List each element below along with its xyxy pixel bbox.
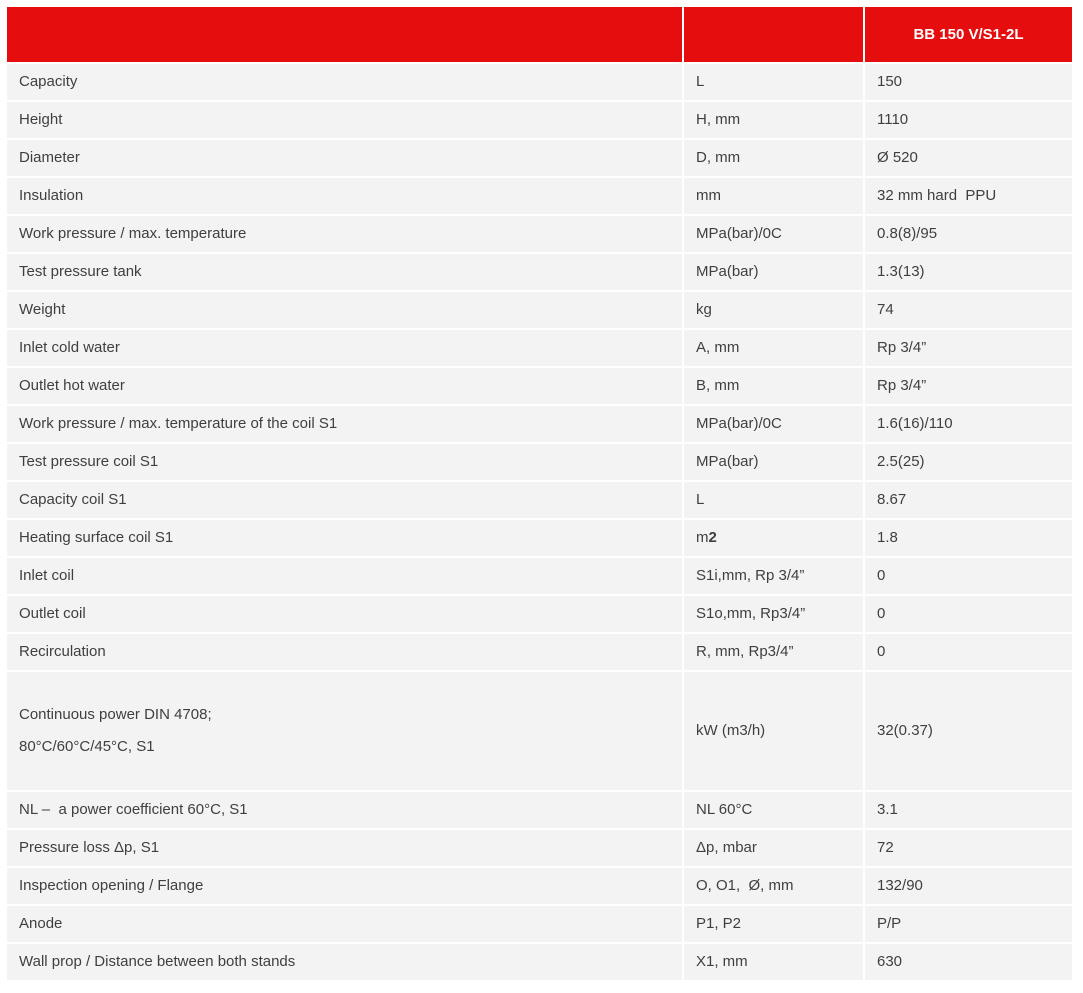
unit-cell xyxy=(684,672,863,790)
label-cell xyxy=(7,944,682,980)
row-value: Rp 3/4” xyxy=(877,338,927,356)
value-cell xyxy=(865,830,1072,866)
row-label: Height xyxy=(19,110,63,128)
table-row xyxy=(7,868,1072,904)
row-label: Inlet cold water xyxy=(19,338,120,356)
label-cell xyxy=(7,444,682,480)
label-cell xyxy=(7,906,682,942)
row-unit: S1o,mm, Rp3/4” xyxy=(696,604,806,622)
row-label-line2: 80°C/60°C/45°C, S1 xyxy=(19,737,155,755)
label-cell xyxy=(7,520,682,556)
unit-cell xyxy=(684,868,863,904)
unit-cell xyxy=(684,906,863,942)
row-unit-bold: 2 xyxy=(708,528,717,546)
table-row xyxy=(7,596,1072,632)
row-label: Weight xyxy=(19,300,66,318)
label-cell xyxy=(7,330,682,366)
unit-cell xyxy=(684,444,863,480)
row-unit: kW (m3/h) xyxy=(696,721,766,739)
row-value: 630 xyxy=(877,952,903,970)
table-row xyxy=(7,792,1072,828)
row-label: Test pressure tank xyxy=(19,262,142,280)
row-value: 0 xyxy=(877,566,886,584)
value-cell xyxy=(865,906,1072,942)
row-unit: S1i,mm, Rp 3/4” xyxy=(696,566,805,584)
row-unit: O, O1, Ø, mm xyxy=(696,876,794,894)
table-row xyxy=(7,216,1072,252)
row-value: 1.3(13) xyxy=(877,262,925,280)
table-row xyxy=(7,444,1072,480)
label-cell xyxy=(7,482,682,518)
value-cell xyxy=(865,792,1072,828)
value-cell xyxy=(865,596,1072,632)
value-cell xyxy=(865,868,1072,904)
row-label: NL – a power coefficient 60°C, S1 xyxy=(19,800,248,818)
value-cell xyxy=(865,944,1072,980)
table-row xyxy=(7,482,1072,518)
row-value: 74 xyxy=(877,300,894,318)
unit-cell xyxy=(684,330,863,366)
table-row xyxy=(7,178,1072,214)
label-cell xyxy=(7,830,682,866)
row-label: Pressure loss Δp, S1 xyxy=(19,838,160,856)
row-value: 1110 xyxy=(877,110,909,128)
unit-cell xyxy=(684,140,863,176)
row-unit: P1, P2 xyxy=(696,914,742,932)
label-cell xyxy=(7,634,682,670)
spec-table xyxy=(7,7,1072,980)
value-cell xyxy=(865,254,1072,290)
value-cell xyxy=(865,64,1072,100)
table-row xyxy=(7,368,1072,404)
row-label: Work pressure / max. temperature xyxy=(19,224,247,242)
row-unit: mm xyxy=(696,186,721,204)
label-cell xyxy=(7,102,682,138)
row-label: Work pressure / max. temperature of the coil S1 xyxy=(19,414,338,432)
row-value: 0.8(8)/95 xyxy=(877,224,938,242)
value-cell xyxy=(865,482,1072,518)
row-unit: L xyxy=(696,490,705,508)
row-value: 0 xyxy=(877,642,886,660)
table-row xyxy=(7,944,1072,980)
row-label: Inlet coil xyxy=(19,566,75,584)
label-cell xyxy=(7,292,682,328)
label-cell xyxy=(7,216,682,252)
value-cell xyxy=(865,292,1072,328)
row-label: Outlet coil xyxy=(19,604,86,622)
row-unit: X1, mm xyxy=(696,952,748,970)
table-row xyxy=(7,140,1072,176)
row-label: Test pressure coil S1 xyxy=(19,452,159,470)
label-cell xyxy=(7,596,682,632)
table-row xyxy=(7,330,1072,366)
label-cell xyxy=(7,178,682,214)
row-unit: MPa(bar)/0C xyxy=(696,224,782,242)
row-value: 1.8 xyxy=(877,528,898,546)
row-unit: B, mm xyxy=(696,376,740,394)
row-value: P/P xyxy=(877,914,902,932)
unit-cell xyxy=(684,830,863,866)
value-cell xyxy=(865,520,1072,556)
row-unit: A, mm xyxy=(696,338,740,356)
row-unit: kg xyxy=(696,300,712,318)
label-cell xyxy=(7,64,682,100)
row-unit: Δp, mbar xyxy=(696,838,757,856)
row-value: 32(0.37) xyxy=(877,721,933,739)
label-cell xyxy=(7,368,682,404)
row-value: 150 xyxy=(877,72,903,90)
table-row xyxy=(7,102,1072,138)
table-row xyxy=(7,520,1072,556)
value-cell xyxy=(865,102,1072,138)
table-row xyxy=(7,292,1072,328)
unit-cell xyxy=(684,792,863,828)
unit-cell xyxy=(684,406,863,442)
row-unit: MPa(bar) xyxy=(696,262,759,280)
row-label: Inspection opening / Flange xyxy=(19,876,204,894)
row-unit: H, mm xyxy=(696,110,741,128)
table-row xyxy=(7,906,1072,942)
header-cell-product xyxy=(865,7,1072,62)
table-row xyxy=(7,634,1072,670)
row-value: 3.1 xyxy=(877,800,898,818)
unit-cell xyxy=(684,368,863,404)
header-cell-empty-unit xyxy=(684,7,863,62)
unit-cell xyxy=(684,596,863,632)
unit-cell xyxy=(684,216,863,252)
unit-cell xyxy=(684,178,863,214)
row-value: 2.5(25) xyxy=(877,452,925,470)
label-cell xyxy=(7,254,682,290)
row-value: Rp 3/4” xyxy=(877,376,927,394)
label-cell xyxy=(7,406,682,442)
row-label: Wall prop / Distance between both stands xyxy=(19,952,296,970)
row-value: 1.6(16)/110 xyxy=(877,414,953,432)
row-unit: MPa(bar)/0C xyxy=(696,414,782,432)
row-label: Heating surface coil S1 xyxy=(19,528,174,546)
row-label: Continuous power DIN 4708; xyxy=(19,705,212,723)
unit-cell xyxy=(684,102,863,138)
table-row xyxy=(7,830,1072,866)
table-row xyxy=(7,254,1072,290)
unit-cell xyxy=(684,64,863,100)
table-row xyxy=(7,672,1072,790)
row-value: Ø 520 xyxy=(877,148,918,166)
product-title: BB 150 V/S1-2L xyxy=(913,26,1024,43)
unit-cell xyxy=(684,520,863,556)
row-unit: m xyxy=(696,528,709,546)
row-label: Diameter xyxy=(19,148,80,166)
unit-cell xyxy=(684,634,863,670)
row-label: Recirculation xyxy=(19,642,106,660)
value-cell xyxy=(865,216,1072,252)
row-label: Capacity xyxy=(19,72,78,90)
row-label: Insulation xyxy=(19,186,84,204)
row-value: 8.67 xyxy=(877,490,907,508)
value-cell xyxy=(865,444,1072,480)
row-unit: NL 60°C xyxy=(696,800,753,818)
value-cell xyxy=(865,406,1072,442)
row-unit: D, mm xyxy=(696,148,741,166)
row-label: Capacity coil S1 xyxy=(19,490,127,508)
row-value: 72 xyxy=(877,838,894,856)
value-cell xyxy=(865,672,1072,790)
table-header-row xyxy=(7,7,1072,62)
value-cell xyxy=(865,368,1072,404)
value-cell xyxy=(865,558,1072,594)
row-unit: R, mm, Rp3/4” xyxy=(696,642,794,660)
value-cell xyxy=(865,634,1072,670)
row-value: 132/90 xyxy=(877,876,923,894)
label-cell xyxy=(7,672,682,790)
row-unit: MPa(bar) xyxy=(696,452,759,470)
label-cell xyxy=(7,868,682,904)
unit-cell xyxy=(684,254,863,290)
row-label: Outlet hot water xyxy=(19,376,125,394)
row-label: Anode xyxy=(19,914,63,932)
value-cell xyxy=(865,178,1072,214)
table-body xyxy=(7,64,1072,980)
label-cell xyxy=(7,140,682,176)
row-value: 32 mm hard PPU xyxy=(877,186,997,204)
row-unit: L xyxy=(696,72,705,90)
label-cell xyxy=(7,792,682,828)
table-row xyxy=(7,558,1072,594)
row-value: 0 xyxy=(877,604,886,622)
header-cell-empty-label xyxy=(7,7,682,62)
value-cell xyxy=(865,140,1072,176)
unit-cell xyxy=(684,944,863,980)
table-row xyxy=(7,64,1072,100)
value-cell xyxy=(865,330,1072,366)
unit-cell xyxy=(684,292,863,328)
table-row xyxy=(7,406,1072,442)
unit-cell xyxy=(684,558,863,594)
label-cell xyxy=(7,558,682,594)
unit-cell xyxy=(684,482,863,518)
